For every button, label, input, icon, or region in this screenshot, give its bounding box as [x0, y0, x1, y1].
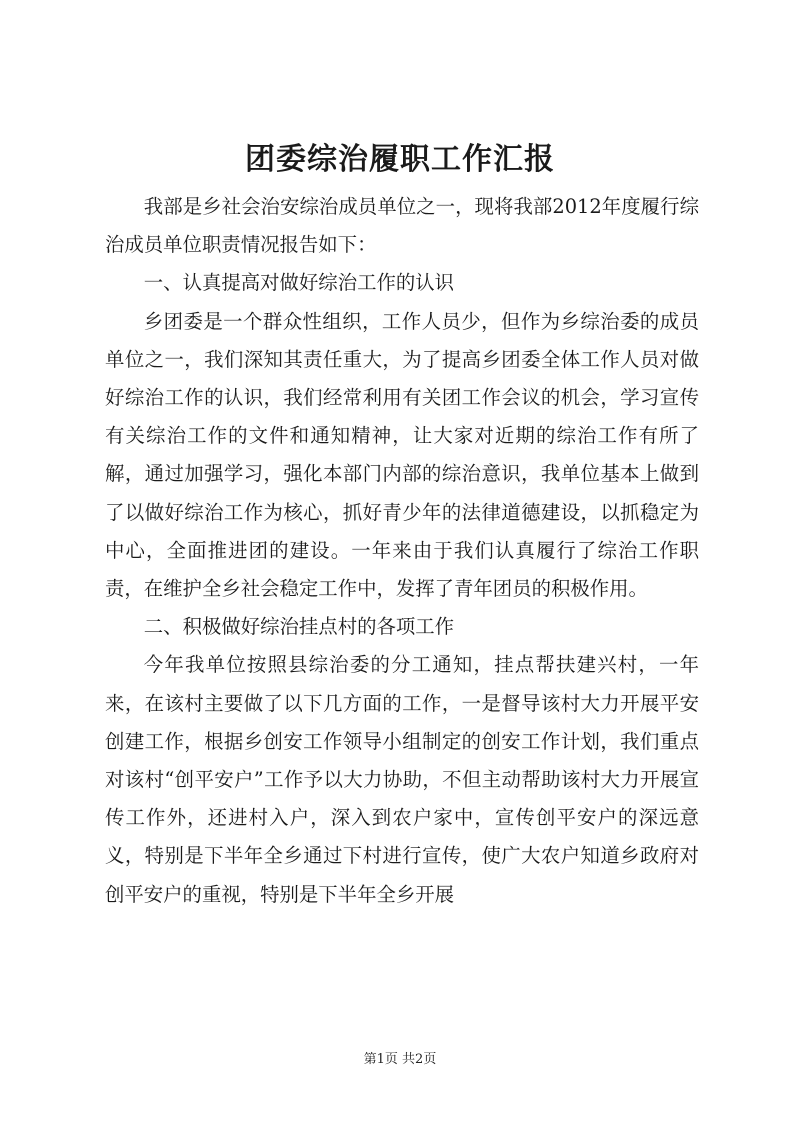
page-footer: 第1页 共2页: [363, 1052, 437, 1067]
body-paragraph-2: 今年我单位按照县综治委的分工通知，挂点帮扶建兴村，一年来，在该村主要做了以下几方面的工作，一是督导该村大力开展平安创建工作，根据乡创安工作领导小组制定的创安工作计划，我们重点对该村“创平安户”工作予以大力协助，不但主动帮助该村大力开展宣传工作外，还进村入户，深入到农户家中，宣传创平安户的深远意义，特别是下半年全乡通过下村进行宣传，使广大农户知道乡政府对创平安户的重视，特别是下半年全乡开展: [105, 653, 699, 906]
intro-paragraph: 我部是乡社会治安综治成员单位之一，现将我部2012年度履行综治成员单位职责情况报告如下：: [105, 195, 699, 257]
section-heading-1: 一、认真提高对做好综治工作的认识: [143, 271, 455, 295]
section-heading-2: 二、积极做好综治挂点村的各项工作: [143, 615, 455, 639]
document-body: [105, 188, 699, 914]
document-title: 团委综治履职工作汇报: [245, 142, 555, 177]
body-paragraph-1: 乡团委是一个群众性组织，工作人员少，但作为乡综治委的成员单位之一，我们深知其责任重大，为了提高乡团委全体工作人员对做好综治工作的认识，我们经常利用有关团工作会议的机会，学习宣传有关综治工作的文件和通知精神，让大家对近期的综治工作有所了解，通过加强学习，强化本部门内部的综治意识，我单位基本上做到了以做好综治工作为核心，抓好青少年的法律道德建设，以抓稳定为中心，全面推进团的建设。一年来由于我们认真履行了综治工作职责，在维护全乡社会稳定工作中，发挥了青年团员的积极作用。: [105, 309, 699, 601]
